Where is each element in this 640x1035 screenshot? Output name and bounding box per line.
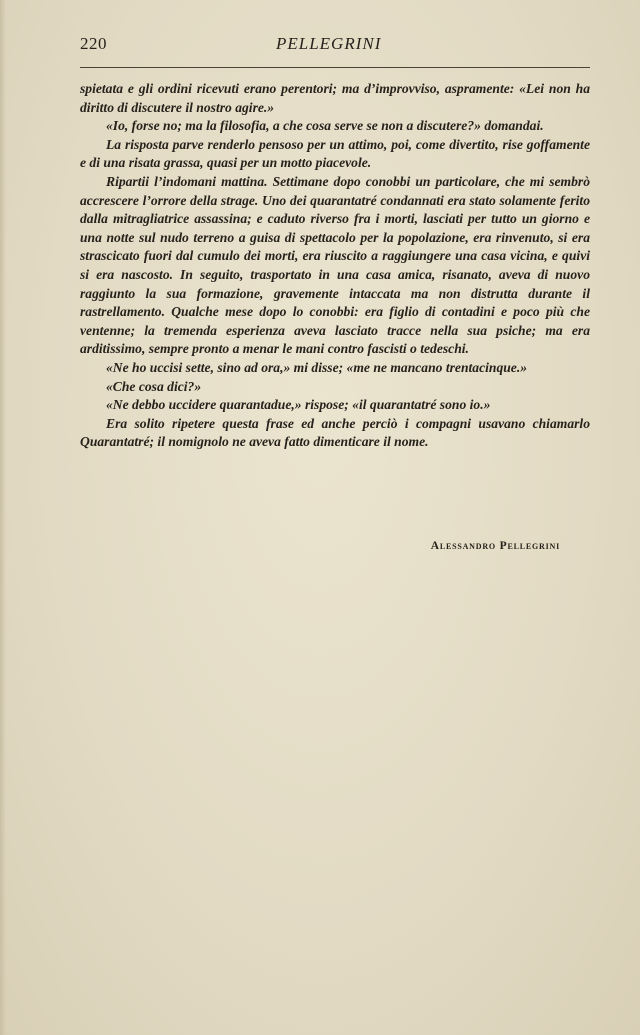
author-signature: Alessandro Pellegrini xyxy=(430,540,560,552)
page-header xyxy=(80,34,590,64)
header-rule xyxy=(80,67,590,68)
page-shadow-edge xyxy=(0,0,6,1035)
paragraph: Era solito ripetere questa frase ed anche perciò i compagni usavano chiamarlo Quarantatré; il nomignolo ne aveva fatto dimenticare il nome. xyxy=(80,415,590,450)
body-text xyxy=(80,80,590,452)
paragraph: «Ne ho uccisi sette, sino ad ora,» mi disse; «me ne mancano trentacinque.» xyxy=(106,359,528,375)
paragraph: «Io, forse no; ma la filosofia, a che cosa serve se non a discutere?» domandai. xyxy=(106,118,544,134)
paragraph: «Che cosa dici?» xyxy=(106,378,202,394)
paragraph: La risposta parve renderlo pensoso per un attimo, poi, come divertito, rise goffamente e di una risata grassa, quasi per un motto piacevole. xyxy=(80,136,590,171)
page-number: 220 xyxy=(80,34,107,53)
paragraph-continuation: spietata e gli ordini ricevuti erano perentori; ma d’improvviso, aspramente: «Lei non ha diritto di discutere il nostro agire.» xyxy=(80,81,590,115)
paragraph: «Ne debbo uccidere quarantadue,» rispose; «il quarantatré sono io.» xyxy=(106,397,491,413)
running-title: PELLEGRINI xyxy=(276,34,382,53)
paragraph: Ripartii l’indomani mattina. Settimane dopo conobbi un particolare, che mi sembrò accrescere l’orrore della strage. Uno dei quarantatré condannati era stato solamente ferito dalla mitragliatrice assassina; e caduto riverso fra i morti, lasciati per tutto un giorno e una notte sul nudo terreno a guisa di spettacolo per la popolazione, era rinvenuto, si era strascicato fuori dal cumulo dei morti, era riuscito a raggiungere una casa vicina, e quivi si era nascosto. In seguito, trasportato in una casa amica, risanato, aveva di nuovo raggiunto la sua formazione, gravemente intaccata ma non distrutta durante il rastrellamento. Qualche mese dopo lo conobbi: era figlio di contadini e poco più che ventenne; la tremenda esperienza aveva lasciato tracce nella sua psiche; ma era arditissimo, sempre pronto a menar le mani contro fascisti o tedeschi. xyxy=(80,173,590,357)
